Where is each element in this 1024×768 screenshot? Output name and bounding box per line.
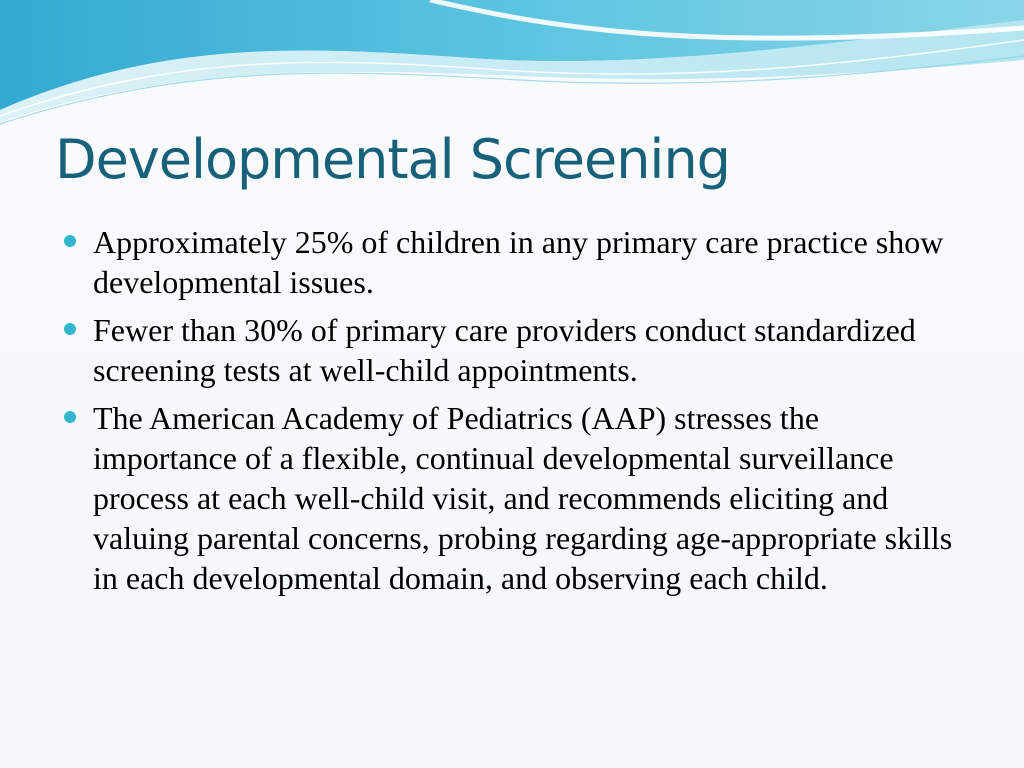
bullet-text: The American Academy of Pediatrics (AAP) stresses the importance of a flexible, continual developmental surveillance process at each well-child visit, and recommends eliciting and valuing parental concerns, probing regarding age-appropriate skills in each developmental domain, and observing each child.: [93, 400, 953, 596]
bullet-item: [62, 310, 962, 390]
bullet-text: Fewer than 30% of primary care providers conduct standardized screening tests at well-child appointments.: [93, 312, 916, 388]
bullet-text: Approximately 25% of children in any primary care practice show developmental issues.: [93, 224, 944, 300]
bullet-dot-icon: [64, 323, 76, 335]
bullet-item: [62, 398, 962, 598]
bullet-list: [62, 222, 962, 606]
slide-title: Developmental Screening: [55, 128, 730, 191]
bullet-item: [62, 222, 962, 302]
bullet-dot-icon: [64, 235, 76, 247]
bullet-dot-icon: [64, 411, 76, 423]
header-wave-decoration: [0, 0, 1024, 130]
